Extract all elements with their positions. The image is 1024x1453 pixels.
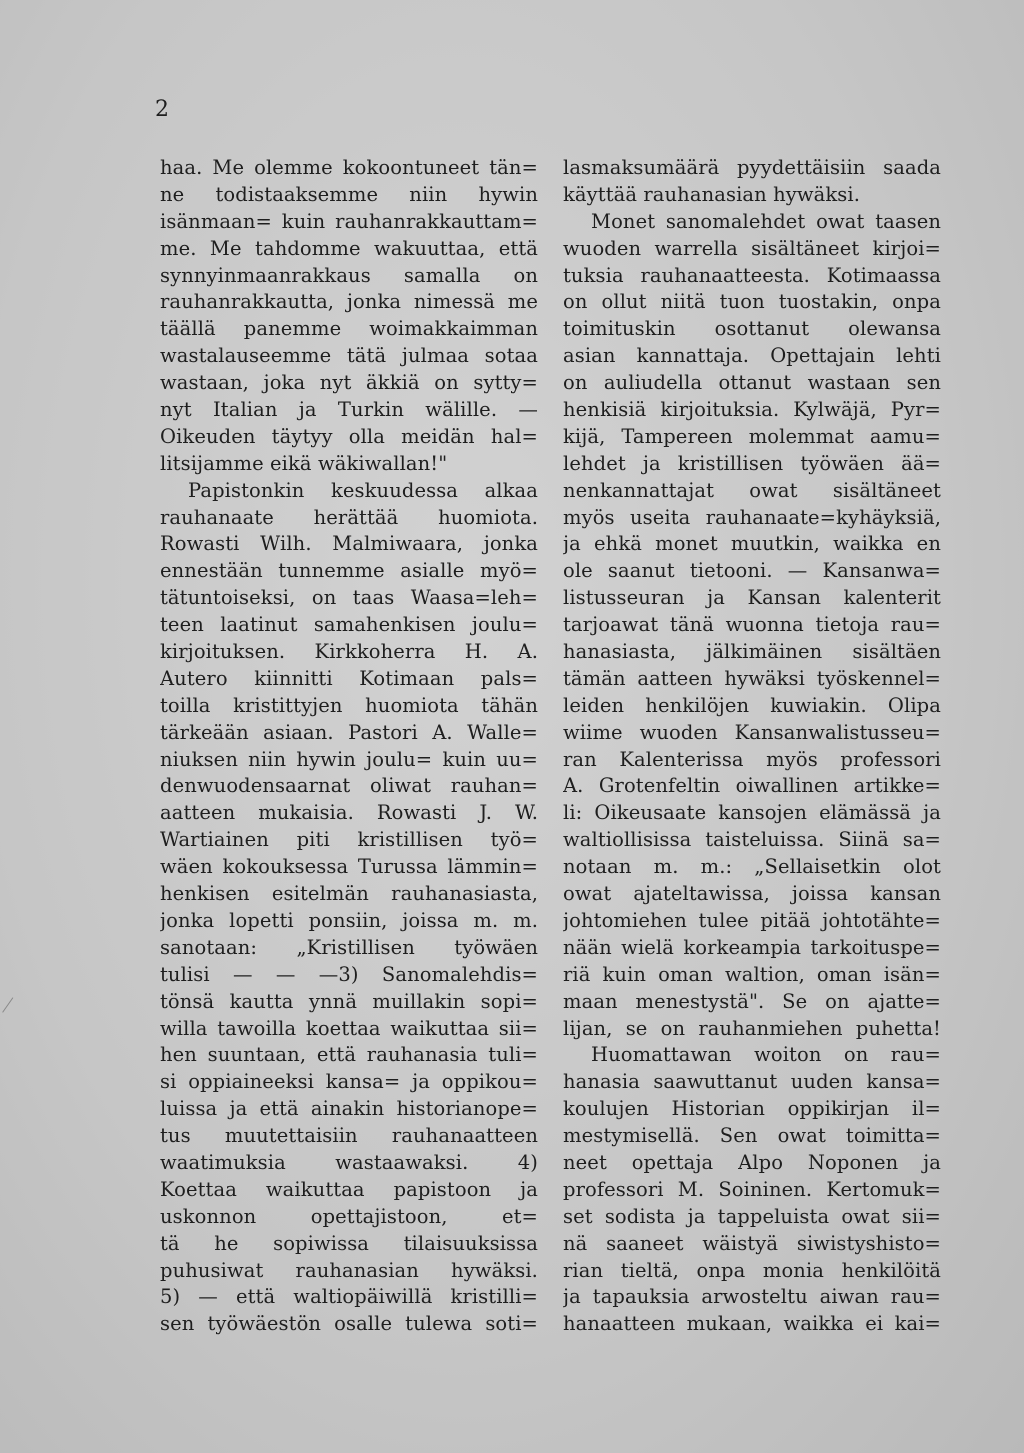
text-line: tuksia rauhanaatteesta. Kotimaassa bbox=[563, 263, 941, 287]
text-line: neet opettaja Alpo Noponen ja bbox=[563, 1150, 941, 1174]
text-line: notaan m. m.: „Sellaisetkin olot bbox=[563, 855, 941, 879]
text-line: Monet sanomalehdet owat taasen bbox=[591, 209, 941, 233]
text-line: Autero kiinnitti Kotimaan pals= bbox=[160, 666, 538, 690]
text-line: tämän aatteen hywäksi työskennel= bbox=[563, 666, 941, 690]
text-line: henkisiä kirjoituksia. Kylwäjä, Pyr= bbox=[563, 398, 941, 422]
text-line: nyt Italian ja Turkin wälille. — bbox=[160, 398, 538, 422]
text-line: on ollut niitä tuon tuostakin, onpa bbox=[563, 290, 941, 314]
text-line: rauhanrakkautta, jonka nimessä me bbox=[160, 290, 538, 314]
text-line: li: Oikeusaate kansojen elämässä ja bbox=[563, 801, 941, 825]
text-line: haa. Me olemme kokoontuneet tän= bbox=[160, 156, 538, 179]
text-line: puhusiwat rauhanasian hywäksi. bbox=[160, 1258, 538, 1282]
left-text-column bbox=[160, 155, 538, 1338]
text-line: set sodista ja tappeluista owat sii= bbox=[563, 1204, 941, 1228]
text-line: tätuntoiseksi, on taas Waasa=leh= bbox=[160, 586, 538, 610]
text-line: sanotaan: „Kristillisen työwäen bbox=[160, 935, 538, 959]
text-line: hanasiasta, jälkimäinen sisältäen bbox=[563, 640, 941, 664]
text-line: myös useita rauhanaate=kyhäyksiä, bbox=[563, 505, 941, 529]
text-line: käyttää rauhanasian hywäksi. bbox=[563, 182, 861, 206]
text-line: uskonnon opettajistoon, et= bbox=[160, 1204, 538, 1228]
text-line: ja tapauksia arwosteltu aiwan rau= bbox=[563, 1285, 941, 1309]
text-line: owat ajateltawissa, joissa kansan bbox=[563, 882, 941, 906]
text-line: tärkeään asiaan. Pastori A. Walle= bbox=[160, 720, 538, 744]
text-line: waatimuksia wastaawaksi. 4) bbox=[160, 1150, 538, 1174]
text-line: me. Me tahdomme wakuuttaa, että bbox=[160, 236, 538, 260]
text-line: litsijamme eikä wäkiwallan!" bbox=[160, 451, 448, 475]
text-line: johtomiehen tulee pitää johtotähte= bbox=[563, 908, 941, 932]
text-line: lehdet ja kristillisen työwäen ää= bbox=[563, 451, 941, 475]
text-line: wiime wuoden Kansanwalistusseu= bbox=[563, 720, 941, 744]
text-line: wastalauseemme tätä julmaa sotaa bbox=[160, 344, 538, 368]
text-line: teen laatinut samahenkisen joulu= bbox=[160, 613, 538, 637]
text-line: henkisen esitelmän rauhanasiasta, bbox=[160, 882, 538, 906]
text-line: Oikeuden täytyy olla meidän hal= bbox=[160, 424, 538, 448]
right-text-column bbox=[563, 155, 941, 1338]
text-line: ran Kalenterissa myös professori bbox=[563, 747, 941, 771]
text-line: hanasia saawuttanut uuden kansa= bbox=[563, 1070, 941, 1094]
text-line: koulujen Historian oppikirjan il= bbox=[563, 1097, 941, 1121]
text-line: toimituskin osottanut olewansa bbox=[563, 317, 941, 341]
text-line: maan menestystä". Se on ajatte= bbox=[563, 989, 941, 1013]
text-line: nenkannattajat owat sisältäneet bbox=[563, 478, 941, 502]
text-line: tä he sopiwissa tilaisuuksissa bbox=[160, 1231, 538, 1255]
text-line: tarjoawat tänä wuonna tietoja rau= bbox=[563, 613, 941, 637]
text-line: rauhanaate herättää huomiota. bbox=[160, 505, 538, 529]
text-line: riä kuin oman waltion, oman isän= bbox=[563, 962, 941, 986]
text-line: on auliudella ottanut wastaan sen bbox=[563, 371, 941, 395]
text-line: jonka lopetti ponsiin, joissa m. m. bbox=[160, 908, 538, 932]
text-line: tulisi — — —3) Sanomalehdis= bbox=[160, 962, 538, 986]
text-line: lasmaksumäärä pyydettäisiin saada bbox=[563, 156, 941, 179]
text-line: denwuodensaarnat oliwat rauhan= bbox=[160, 774, 538, 798]
text-line: Wartiainen piti kristillisen työ= bbox=[160, 828, 538, 852]
text-line: ole saanut tietooni. — Kansanwa= bbox=[563, 559, 941, 583]
text-line: synnyinmaanrakkaus samalla on bbox=[160, 263, 538, 287]
text-line: Koettaa waikuttaa papistoon ja bbox=[160, 1177, 538, 1201]
text-line: täällä panemme woimakkaimman bbox=[160, 317, 538, 341]
text-line: waltiollisissa taisteluissa. Siinä sa= bbox=[563, 828, 941, 852]
text-line: tönsä kautta ynnä muillakin sopi= bbox=[160, 989, 538, 1013]
text-line: ja ehkä monet muutkin, waikka en bbox=[563, 532, 941, 556]
text-line: willa tawoilla koettaa waikuttaa sii= bbox=[160, 1016, 538, 1040]
text-line: Huomattawan woiton on rau= bbox=[591, 1043, 941, 1067]
text-line: 5) — että waltiopäiwillä kristilli= bbox=[160, 1285, 538, 1309]
text-line: isänmaan= kuin rauhanrakkauttam= bbox=[160, 209, 538, 233]
text-line: Rowasti Wilh. Malmiwaara, jonka bbox=[160, 532, 538, 556]
text-line: luissa ja että ainakin historianope= bbox=[160, 1097, 538, 1121]
text-line: leiden henkilöjen kuwiakin. Olipa bbox=[563, 693, 941, 717]
text-line: hanaatteen mukaan, waikka ei kai= bbox=[563, 1312, 941, 1336]
text-line: aatteen mukaisia. Rowasti J. W. bbox=[160, 801, 538, 825]
text-line: tus muutettaisiin rauhanaatteen bbox=[160, 1124, 538, 1148]
text-line: toilla kristittyjen huomiota tähän bbox=[160, 693, 538, 717]
text-line: A. Grotenfeltin oiwallinen artikke= bbox=[563, 774, 941, 798]
text-line: kijä, Tampereen molemmat aamu= bbox=[563, 424, 941, 448]
text-line: Papistonkin keskuudessa alkaa bbox=[188, 478, 538, 502]
text-line: listusseuran ja Kansan kalenterit bbox=[563, 586, 941, 610]
text-line: hen suuntaan, että rauhanasia tuli= bbox=[160, 1043, 538, 1067]
text-line: wuoden warrella sisältäneet kirjoi= bbox=[563, 236, 941, 260]
page-number: 2 bbox=[155, 97, 169, 122]
text-line: asian kannattaja. Opettajain lehti bbox=[563, 344, 941, 368]
text-line: rian tieltä, onpa monia henkilöitä bbox=[563, 1258, 941, 1282]
text-line: wastaan, joka nyt äkkiä on sytty= bbox=[160, 371, 538, 395]
text-line: si oppiaineeksi kansa= ja oppikou= bbox=[160, 1070, 538, 1094]
text-line: lijan, se on rauhanmiehen puhetta! bbox=[563, 1016, 941, 1040]
text-line: wäen kokouksessa Turussa lämmin= bbox=[160, 855, 538, 879]
text-line: professori M. Soininen. Kertomuk= bbox=[563, 1177, 941, 1201]
text-line: ne todistaaksemme niin hywin bbox=[160, 182, 538, 206]
text-line: mestymisellä. Sen owat toimitta= bbox=[563, 1124, 941, 1148]
margin-mark bbox=[2, 997, 25, 1020]
text-line: sen työwäestön osalle tulewa soti= bbox=[160, 1312, 538, 1336]
text-line: nä saaneet wäistyä siwistyshisto= bbox=[563, 1231, 941, 1255]
text-line: ennestään tunnemme asialle myö= bbox=[160, 559, 538, 583]
text-line: niuksen niin hywin joulu= kuin uu= bbox=[160, 747, 538, 771]
text-line: kirjoituksen. Kirkkoherra H. A. bbox=[160, 640, 538, 664]
text-line: nään wielä korkeampia tarkoituspe= bbox=[563, 935, 941, 959]
